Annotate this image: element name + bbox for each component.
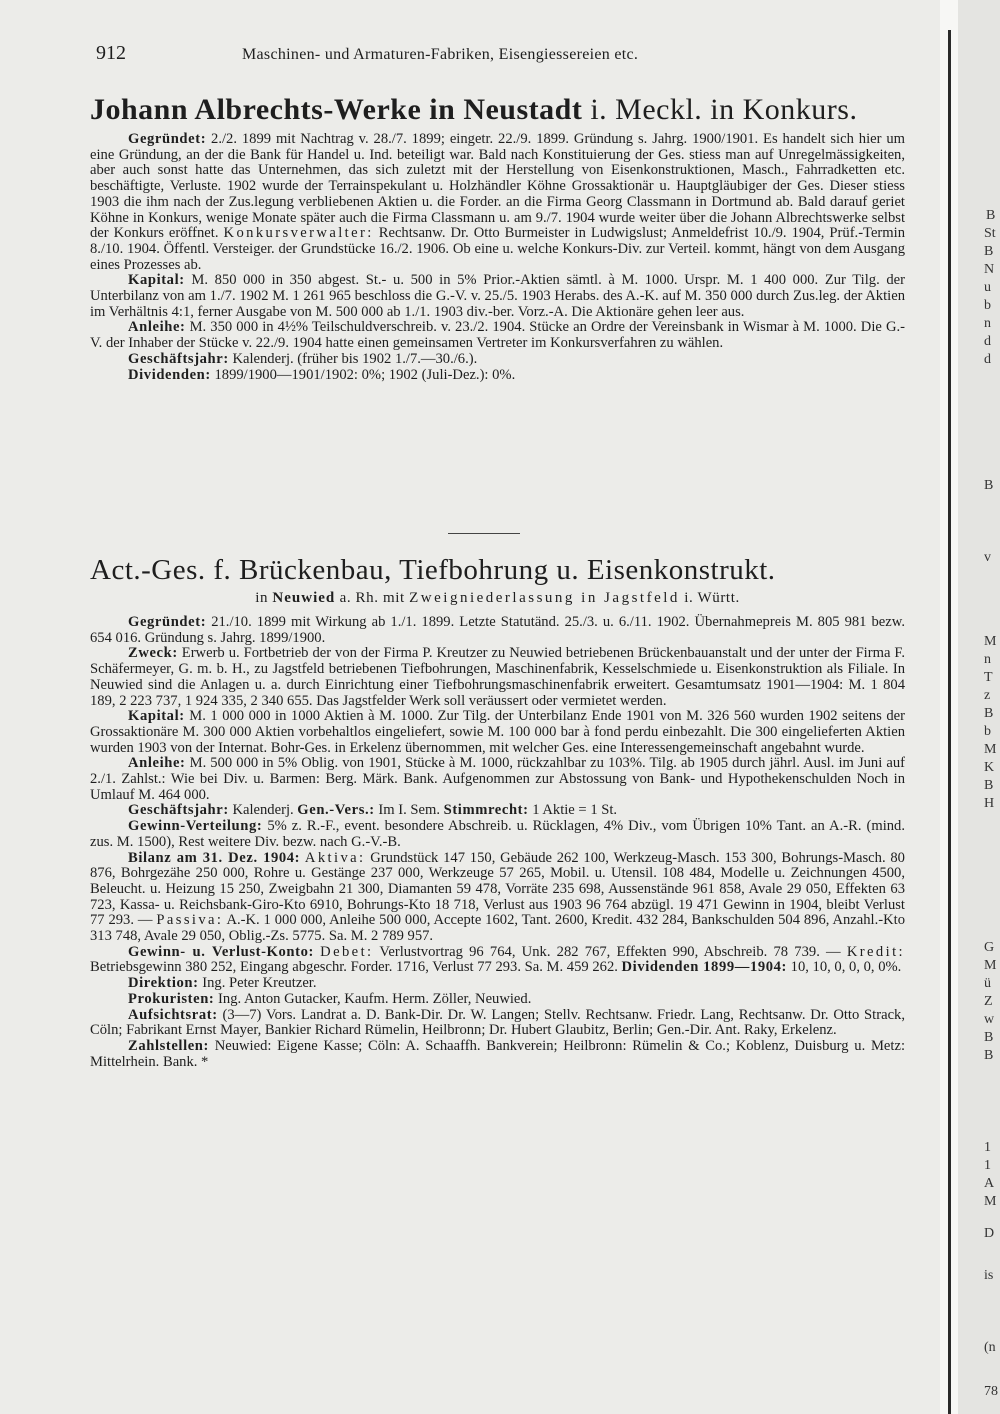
article2-geschaeftsjahr: Geschäftsjahr: Kalenderj. Gen.-Vers.: Im I. Sem. Stimmrecht: 1 Aktie = 1 St. xyxy=(128,802,618,819)
article-johann-albrechts-werke xyxy=(90,92,905,383)
adjacent-text: N xyxy=(984,262,995,277)
running-title: Maschinen- und Armaturen-Fabriken, Eisengiessereien etc. xyxy=(242,46,639,63)
adjacent-text: u xyxy=(984,280,991,295)
adjacent-text: B xyxy=(984,706,994,721)
adjacent-text: M xyxy=(984,1194,997,1209)
adjacent-text: B xyxy=(984,478,994,493)
article2-kapital: Kapital: M. 1 000 000 in 1000 Aktien à M. 1000. Zur Tilg. der Unterbilanz Ende 1901 von M. 326 560 wurden 1902 seitens der Grossaktionäre M. 300 000 Aktien vorbehaltlos eingeliefert, sowie M. 100 000 bar à fond perdu einbezahlt. Die 300 eingelieferten Aktien wurden 1903 von der Internat. Bohr-Ges. in Erkelenz übernommen, mit welcher Ges. eine Interessengemeinschaft angebahnt wurde. xyxy=(90,708,905,756)
adjacent-text: 78 xyxy=(984,1384,998,1399)
adjacent-text: D xyxy=(984,1226,995,1241)
article1-dividenden: Dividenden: 1899/1900—1901/1902: 0%; 1902 (Juli-Dez.): 0%. xyxy=(128,366,516,383)
adjacent-text: d xyxy=(984,352,991,367)
adjacent-text: B xyxy=(984,1030,994,1045)
article2-prokuristen: Prokuristen: Ing. Anton Gutacker, Kaufm. Herm. Zöller, Neuwied. xyxy=(128,990,532,1007)
adjacent-text: n xyxy=(984,652,991,667)
adjacent-page-edge xyxy=(958,0,1000,1414)
adjacent-text: v xyxy=(984,550,991,565)
article1-anleihe: Anleihe: M. 350 000 in 4½% Teilschuldverschreib. v. 23./2. 1904. Stücke an Ordre der Vereinsbank in Wismar à M. 1000. Die G.-V. der Inhaber der Stücke v. 22./9. 1904 hatte einen gemeinsamen Vertreter im Konkursverfahren zu wählen. xyxy=(90,319,905,352)
adjacent-text: ü xyxy=(984,976,991,991)
gutter-shadow xyxy=(948,30,951,1414)
article1-gegruendet: Gegründet: 2./2. 1899 mit Nachtrag v. 28./7. 1899; eingetr. 22./9. 1899. Gründung s. Jahrg. 1900/1901. Es handelt sich hier um eine Gründung, an der die Bank für Handel u. Ind. beteiligt war. Bald nach Konstituierung der Ges. stiess man auf Unregelmässigkeiten, aber auch sonst hatte das Unternehmen, das sich zuletzt mit der Herstellung von Eisenkonstruktionen, Masch., Fahrradketten etc. beschäftigte, Verluste. 1902 wurde der Terrainspekulant u. Holzhändler Köhne Grossaktionär u. Hauptgläubiger der Ges. Dieser stiess 1903 die ihm nach der Zus.legung verbliebenen Aktien u. die Forder. an die Firma Georg Classmann in Dortmund ab. Bald darauf geriet Köhne in Konkurs, wenige Monate später auch die Firma Classmann u. am 9./7. 1904 wurde weiter über die Johann Albrechtswerke selbst der Konkurs eröffnet. Konkursverwalter: Rechtsanw. Dr. Otto Burmeister in Ludwigslust; Anmeldefrist 10./9. 1904, Prüf.-Termin 8./10. 1904. Öffentl. Versteiger. der Grundstücke 16./2. 1906. Ob eine u. welche Konkurs-Div. zur Verteil. kommt, hängt von dem Ausgang eines Prozesses ab. xyxy=(90,131,905,273)
adjacent-text: M xyxy=(984,742,997,757)
adjacent-text: w xyxy=(984,1012,995,1027)
article2-gegruendet: Gegründet: 21./10. 1899 mit Wirkung ab 1./1. 1899. Letzte Statutänd. 25./3. u. 6./11. 1902. Übernahmepreis M. 805 981 bezw. 654 016. Gründung s. Jahrg. 1899/1900. xyxy=(90,614,905,646)
adjacent-text: 1 xyxy=(984,1140,991,1155)
article2-aufsichtsrat: Aufsichtsrat: (3—7) Vors. Landrat a. D. Bank-Dir. Dr. W. Langen; Stellv. Rechtsanw. Friedr. Lang, Rechtsanw. Dr. Otto Strack, Cöln; Fabrikant Ernst Mayer, Bankier Richard Rümelin, Heilbronn; Dr. Hubert Glaubitz, Berlin; Gen.-Dir. Ant. Raky, Erkelenz. xyxy=(90,1006,905,1039)
adjacent-text: B xyxy=(984,1048,994,1063)
article2-bilanz: Bilanz am 31. Dez. 1904: Aktiva: Grundstück 147 150, Gebäude 262 100, Werkzeug-Masch. 153 300, Bohrungs-Masch. 80 876, Bohrgezähe 250 000, Rohre u. Gestänge 237 000, Werkzeuge 57 265, Mobil. u. Utensil. 108 484, Modelle u. Zeichnungen 4500, Beleucht. u. Heizung 15 250, Zweigbahn 21 300, Diamanten 59 478, Vorräte 235 698, Aussenstände 961 858, Avale 29 050, Effekten 63 723, Kassa- u. Reichsbank-Giro-Kto 6910, Bohrungs-Kto 18 718, Verlust aus 1903 96 764 abzügl. 19 471 Gewinn in 1904, bleibt Verlust 77 293. — Passiva: A.-K. 1 000 000, Anleihe 500 000, Accepte 1602, Tant. 2600, Kredit. 432 284, Bankschulden 504 896, Anzahl.-Kto 313 748, Avale 29 050, Oblig.-Zs. 5775. Sa. M. 2 789 957. xyxy=(90,849,905,945)
adjacent-text: n xyxy=(984,316,991,331)
adjacent-text: is xyxy=(984,1268,994,1283)
adjacent-text: B xyxy=(986,208,996,223)
adjacent-text: d xyxy=(984,334,991,349)
adjacent-text: Z xyxy=(984,994,993,1009)
article-separator xyxy=(448,533,520,534)
adjacent-text: (n xyxy=(984,1340,996,1355)
adjacent-text: b xyxy=(984,298,991,313)
article2-zweck: Zweck: Erwerb u. Fortbetrieb der von der Firma P. Kreutzer zu Neuwied betriebenen Brückenbauanstalt und der unter der Firma F. Schäfermeyer, G. m. b. H., zu Jagstfeld betriebenen Tiefbohrungen, Maschinenfabrik, Kesselschmiede u. Eisenkonstruktion als Filiale. In Neuwied sind die Anlagen u. a. durch Einrichtung einer Tiefbohrungsmaschinenfabrik erweitert. Gesamtumsatz 1901—1904: M. 1 804 189, 2 223 737, 1 924 335, 2 340 655. Das Jagstfelder Werk soll veräussert oder vermietet werden. xyxy=(90,645,905,709)
adjacent-text: G xyxy=(984,940,995,955)
adjacent-text: K xyxy=(984,760,995,775)
article2-zahlstellen: Zahlstellen: Neuwied: Eigene Kasse; Cöln: A. Schaaffh. Bankverein; Heilbronn: Rümelin & Co.; Koblenz, Duisburg u. Metz: Mittelrhein. Bank. * xyxy=(90,1037,905,1070)
article1-geschaeftsjahr: Geschäftsjahr: Kalenderj. (früher bis 1902 1./7.—30./6.). xyxy=(128,350,478,367)
adjacent-text: B xyxy=(984,778,994,793)
adjacent-text: B xyxy=(984,244,994,259)
adjacent-text: b xyxy=(984,724,991,739)
article-brueckenbau xyxy=(90,552,905,1070)
adjacent-text: 1 xyxy=(984,1158,991,1173)
adjacent-text: A xyxy=(984,1176,995,1191)
adjacent-text: H xyxy=(984,796,995,811)
adjacent-text: M xyxy=(984,958,997,973)
article2-title: Act.-Ges. f. Brückenbau, Tiefbohrung u. Eisenkonstrukt. xyxy=(90,554,776,586)
article2-gewinn-verteilung: Gewinn-Verteilung: 5% z. R.-F., event. besondere Abschreib. u. Rücklagen, 4% Div., vom Übrigen 10% Tant. an A.-R. (mind. zus. M. 1500), Rest weitere Div. bezw. nach G.-V.-B. xyxy=(90,818,905,850)
article2-direktion: Direktion: Ing. Peter Kreutzer. xyxy=(128,975,317,992)
article1-title: Johann Albrechts-Werke in Neustadt i. Meckl. in Konkurs. xyxy=(90,93,858,126)
adjacent-text: z xyxy=(984,688,991,703)
page-header xyxy=(96,42,916,72)
adjacent-text: M xyxy=(984,634,997,649)
article2-anleihe: Anleihe: M. 500 000 in 5% Oblig. von 1901, Stücke à M. 1000, rückzahlbar zu 103%. Tilg. ab 1905 durch jährl. Ausl. im Juni auf 2./1. Zahlst.: Wie bei Div. u. Barmen: Berg. Märk. Bank. Aufgenommen zur Abstossung von Bank- und Hypothekenschulden Noch in Umlauf M. 464 000. xyxy=(90,755,905,803)
article2-gewinn-verlust-konto: Gewinn- u. Verlust-Konto: Debet: Verlustvortrag 96 764, Unk. 282 767, Effekten 990, Abschreib. 78 739. — Kredit: Betriebsgewinn 380 252, Eingang abgeschr. Forder. 1716, Verlust 77 293. Sa. M. 459 262. Dividenden 1899—1904: 10, 10, 0, 0, 0, 0%. xyxy=(90,943,905,976)
page-number: 912 xyxy=(96,42,126,64)
article1-kapital: Kapital: M. 850 000 in 350 abgest. St.- u. 500 in 5% Prior.-Aktien sämtl. à M. 1000. Urspr. M. 1 400 000. Zur Tilg. der Unterbilanz von am 1./7. 1902 M. 1 261 965 beschloss die G.-V. v. 25./5. 1903 Herabs. des A.-K. auf M. 350 000 durch Zus.leg. der Aktien im Verhältnis 4:1, ferner Ausgabe von M. 500 000 ab 1./1. 1903 div.-ber. Vorz.-A. Die Aktionäre gehen leer aus. xyxy=(90,272,905,320)
adjacent-text: T xyxy=(984,670,993,685)
article2-subtitle: in Neuwied a. Rh. mit Zweigniederlassung in Jagstfeld i. Württ. xyxy=(255,590,740,606)
adjacent-text: St xyxy=(984,226,996,241)
